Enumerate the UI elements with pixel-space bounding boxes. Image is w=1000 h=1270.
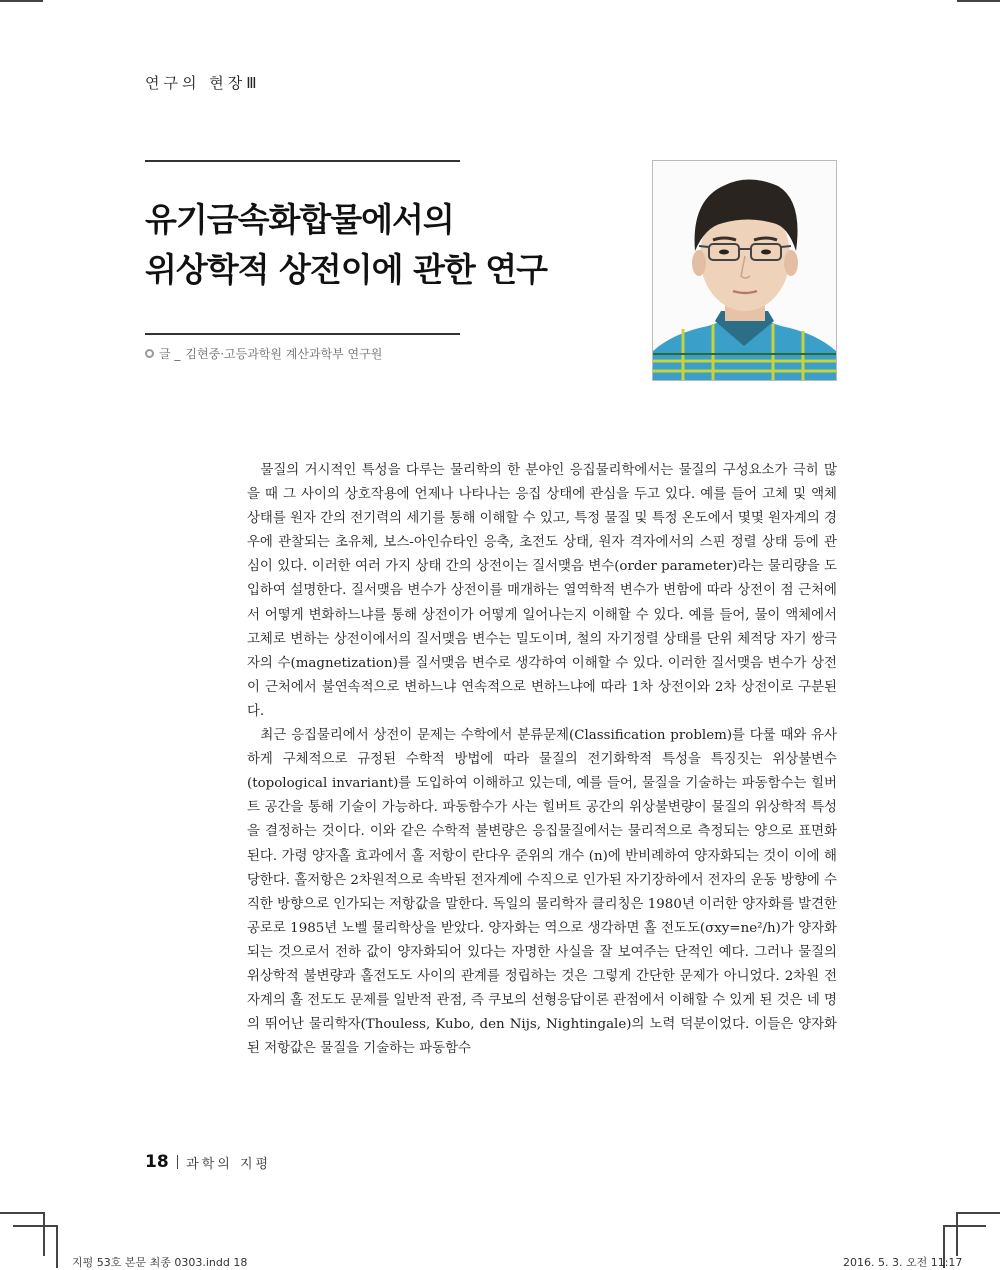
title-top-rule: [145, 160, 460, 162]
byline-prefix: 글 _: [159, 347, 181, 361]
page-number: 18: [145, 1152, 169, 1172]
paragraph-1: 물질의 거시적인 특성을 다루는 물리학의 한 분야인 응집물리학에서는 물질의 구성요소가 극히 많을 때 그 사이의 상호작용에 언제나 나타나는 응집 상태에 관심을 두고 있다. 예를 들어 고체 및 액체 상태를 원자 간의 전기력의 세기를 통해 이해할 수 있고, 특정 물질 및 특정 온도에서 몇몇 원자계의 경우에 관찰되는 초유체, 보스-아인슈타인 응축, 초전도 상태, 원자 격자에서의 스핀 정렬 상태 등에 관심이 있다. 이러한 여러 가지 상태 간의 상전이는 질서맺음 변수(order parameter)라는 물리량을 도입하여 설명한다. 질서맺음 변수가 상전이를 매개하는 열역학적 변수가 변함에 따라 상전이 점 근처에서 어떻게 변화하느냐를 통해 상전이가 어떻게 일어나는지 이해할 수 있다. 예를 들어, 물이 액체에서 고체로 변하는 상전이에서의 질서맺음 변수는 밀도이며, 철의 자기정렬 상태를 단위 체적당 자기 쌍극자의 수(magnetization)를 질서맺음 변수로 생각하여 이해할 수 있다. 이러한 질서맺음 변수가 상전이 근처에서 불연속적으로 변하느냐 연속적으로 변하느냐에 따라 1차 상전이와 2차 상전이로 구분된다.: [247, 463, 837, 719]
section-label: 연구의 현장Ⅲ: [145, 74, 261, 92]
byline: [145, 345, 382, 362]
crop-mark-top-left: [0, 0, 43, 2]
journal-name: 과학의 지평: [186, 1156, 272, 1172]
page-footer: [145, 1152, 271, 1172]
crop-mark-bottom-right-h2: [943, 1225, 986, 1227]
crop-mark-bottom-right-v1: [956, 1212, 958, 1256]
crop-mark-bottom-left-h2: [13, 1225, 56, 1227]
crop-mark-bottom-left-v2: [56, 1225, 58, 1268]
title-line-1: 유기금속화합물에서의: [145, 200, 454, 239]
footer-separator: [177, 1155, 179, 1169]
title-bottom-rule: [145, 333, 460, 335]
crop-mark-top-right: [957, 0, 1000, 2]
print-slug-file: 지평 53호 본문 최종 0303.indd 18: [72, 1256, 248, 1269]
portrait-image: [653, 161, 836, 380]
crop-mark-bottom-right-h1: [957, 1212, 1000, 1214]
print-slug-timestamp: 2016. 5. 3. 오전 11:17: [843, 1256, 963, 1269]
bullet-icon: [145, 349, 154, 358]
byline-author: 김현중·고등과학원 계산과학부 연구원: [185, 347, 383, 361]
crop-mark-bottom-left-v1: [43, 1212, 45, 1256]
article-body: [247, 459, 837, 1061]
author-photo: [652, 160, 837, 381]
paragraph-2: 최근 응집물리에서 상전이 문제는 수학에서 분류문제(Classification problem)를 다룰 때와 유사하게 구체적으로 규정된 수학적 방법에 따라 물질의 전기화학적 특성을 특징짓는 위상불변수(topological invariant)를 도입하여 이해하고 있는데, 예를 들어, 물질을 기술하는 파동함수는 힐버트 공간을 통해 기술이 가능하다. 파동함수가 사는 힐버트 공간의 위상불변량이 물질의 위상학적 특성을 결정하는 것이다. 이와 같은 수학적 불변량은 응집물질에서는 물리적으로 측정되는 양으로 표면화된다. 가령 양자홀 효과에서 홀 저항이 란다우 준위의 개수 (n)에 반비례하여 양자화되는 것이 이에 해당한다. 홀저항은 2차원적으로 속박된 전자계에 수직으로 인가된 자기장하에서 전자의 운동 방향에 수직한 방향으로 인가되는 저항값을 말한다. 독일의 물리학자 클리칭은 1980년 이러한 양자화를 발견한 공로로 1985년 노벨 물리학상을 받았다. 양자화는 역으로 생각하면 홀 전도도(σxy=ne²/h)가 양자화되는 것으로서 전하 값이 양자화되어 있다는 자명한 사실을 잘 보여주는 단적인 예다. 그러나 물질의 위상학적 불변량과 홀전도도 사이의 관계를 정립하는 것은 그렇게 간단한 문제가 아니었다. 2차원 전자계의 홀 전도도 문제를 일반적 관점, 즉 쿠보의 선형응답이론 관점에서 이해할 수 있게 된 것은 네 명의 뛰어난 물리학자(Thouless, Kubo, den Nijs, Nightingale)의 노력 덕분이었다. 이들은 양자화된 저항값은 물질을 기술하는 파동함수: [247, 728, 837, 1057]
title-line-2: 위상학적 상전이에 관한 연구: [145, 250, 548, 289]
article-title: [145, 195, 547, 295]
crop-mark-bottom-left-h1: [0, 1212, 43, 1214]
